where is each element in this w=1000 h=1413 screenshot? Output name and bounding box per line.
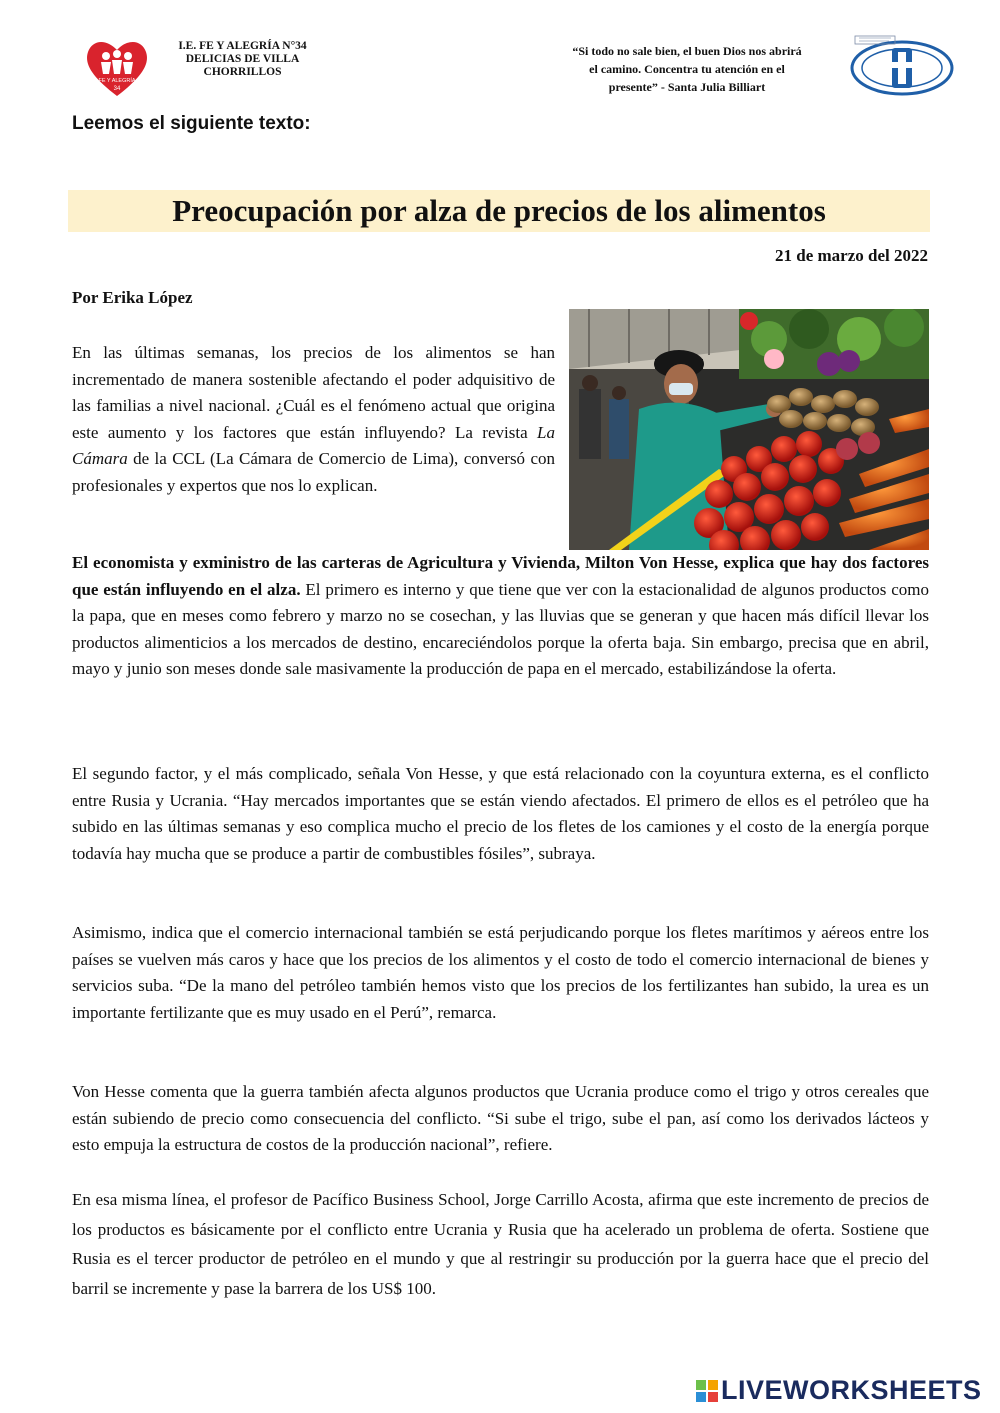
school-logo (82, 32, 152, 102)
paragraph-trade (72, 920, 929, 1026)
p5-text: Von Hesse comenta que la guerra también afecta algunos productos que Ucrania produce como el trigo y otros cereales que están subiendo de precio como consecuencia del conflicto. “Si sube el trigo, sube el pan, así como los derivados lácteos y esto empuja la estructura de costos de la producción nacional”, refiere. (72, 1082, 929, 1155)
quote-line-1: “Si todo no sale bien, el buen Dios nos abrirá (572, 44, 802, 58)
paragraph-factors (72, 550, 929, 683)
paragraph-wheat (72, 1079, 929, 1159)
header-quote (552, 42, 822, 96)
quote-line-2: el camino. Concentra tu atención en el (589, 62, 785, 76)
p6-text: En esa misma línea, el profesor de Pacífico Business School, Jorge Carrillo Acosta, afirma que este incremento de precios de los productos es básicamente por el conflicto entre Ucrania y Rusia que ha acelerado un problema de oferta. Sostiene que Rusia es el tercer productor de petróleo en el mundo y que al restringir su producción por la guerra hace que el precio del barril se incremente y pase la barrera de los US$ 100. (72, 1190, 929, 1298)
liveworksheets-logo-icon (696, 1378, 718, 1400)
instruction: Leemos el siguiente texto: (72, 113, 311, 134)
p4-text: Asimismo, indica que el comercio internacional también se está perjudicando porque los fletes marítimos y aéreos entre los países se vuelven más caros y hace que los precios de los alimentos y el costo de todo el comercio internacional de bienes y servicios suba. “De la mano del petróleo también hemos visto que los precios de los fertilizantes han subido, la urea es un importante fertilizante que es muy usado en el Perú”, remarca. (72, 923, 929, 1022)
article-author: Por Erika López (72, 288, 193, 307)
title-banner (68, 190, 930, 232)
p3-text: El segundo factor, y el más complicado, señala Von Hesse, y que está relacionado con la coyuntura externa, es el conflicto entre Rusia y Ucrania. “Hay mercados importantes que se están viendo afectados. El primero de ellos es el petróleo que ha subido en las últimas semanas y eso complica mucho el precio de los fletes de los camiones y el costo de la energía porque todavía hay mucha que se produce a partir de combustibles fósiles”, subraya. (72, 764, 929, 863)
p1-text-a: En las últimas semanas, los precios de los alimentos se han incrementado de manera sostenible afectando el poder adquisitivo de las familias a nivel nacional. ¿Cuál es el fenómeno actual que origina este aumento y los factores que están influyendo? La revista (72, 343, 555, 442)
school-line-3: CHORRILLOS (203, 66, 282, 78)
congregation-logo (845, 32, 960, 100)
school-line-2: DELICIAS DE VILLA (185, 53, 300, 65)
school-line-1: I.E. FE Y ALEGRÍA N°34 (178, 40, 307, 52)
paragraph-intro (72, 340, 555, 500)
magazine-name: La Cámara (72, 422, 555, 469)
school-name (160, 40, 325, 79)
liveworksheets-watermark (696, 1375, 982, 1406)
article-date: 21 de marzo del 2022 (775, 246, 928, 265)
logo-text: FE Y ALEGRÍA (98, 78, 136, 84)
p2-rest: El primero es interno y que tiene que ver con la estacionalidad de algunos productos como la papa, que en meses como febrero y marzo no se cosechan, y las lluvias que se generan y que hacen más difícil llevar los productos alimenticios a los mercados de destino, encareciéndolos porque la oferta baja. Sin embargo, precisa que en abril, mayo y junio son meses donde sale masivamente la producción de papa en el mercado, estabilizándose la oferta. (72, 579, 929, 679)
logo-number: 34 (113, 86, 121, 92)
paragraph-second-factor (72, 761, 929, 867)
market-photo (569, 309, 929, 550)
p2-lead: El economista y exministro de las carteras de Agricultura y Vivienda, Milton Von Hesse, explica que hay dos factores que están influyendo en el alza. (72, 553, 929, 599)
paragraph-oil (72, 1185, 929, 1303)
p1-text-b: de la CCL (La Cámara de Comercio de Lima), conversó con profesionales y expertos que nos lo explican. (72, 449, 555, 495)
article-title: Preocupación por alza de precios de los alimentos (172, 193, 826, 228)
watermark-text: LIVEWORKSHEETS (721, 1375, 982, 1405)
quote-line-3: presente” - Santa Julia Billiart (608, 80, 766, 94)
